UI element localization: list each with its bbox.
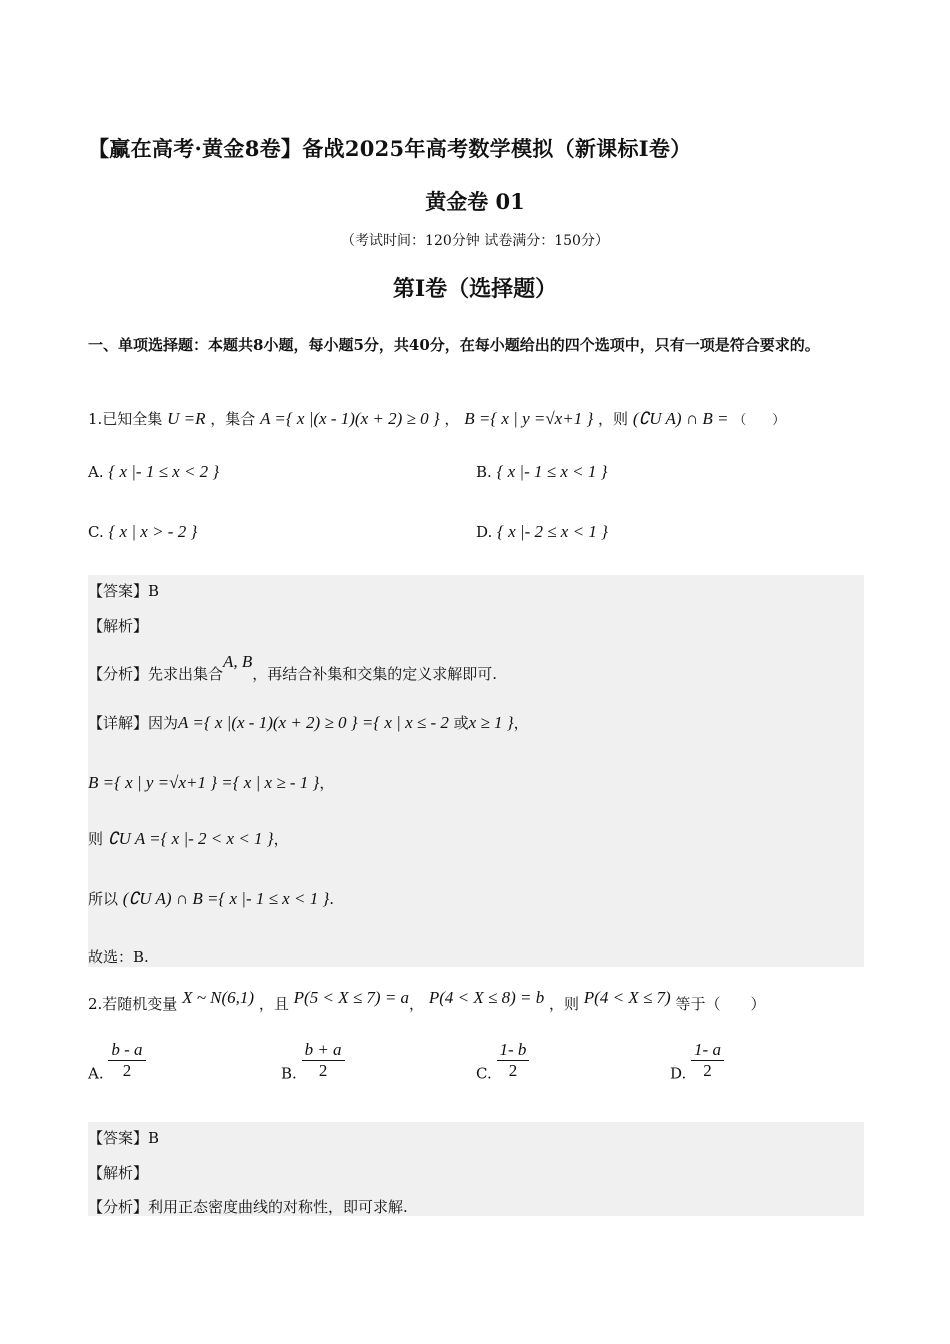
option-fraction xyxy=(497,1040,530,1081)
analysis-text-a: 【分析】先求出集合 xyxy=(88,665,224,683)
q2-answer: 【答案】B xyxy=(88,1129,160,1147)
section-instructions: 一、单项选择题：本题共8小题，每小题5分，共40分，在每小题给出的四个选项中，只有一项是符合要求的。 xyxy=(88,336,820,354)
option-label: A. xyxy=(88,1064,104,1083)
q1-text-part1: ，集合 xyxy=(210,410,256,428)
option-label: D. xyxy=(670,1064,687,1083)
q1-set-b: B ={ x | y =√x+1 } xyxy=(464,409,594,428)
denominator: 2 xyxy=(122,1061,132,1080)
option-text: { x |- 2 ≤ x < 1 } xyxy=(497,522,608,541)
q2-option-c xyxy=(476,1040,529,1083)
numerator: b - a xyxy=(108,1040,145,1061)
q1-option-b xyxy=(476,462,607,482)
q1-set-a: A ={ x |(x - 1)(x + 2) ≥ 0 } xyxy=(260,409,440,428)
denominator: 2 xyxy=(508,1061,518,1080)
q2-prob-target: P(4 < X ≤ 7) xyxy=(583,988,671,1007)
option-label: C. xyxy=(476,1064,492,1083)
option-text: { x | x > - 2 } xyxy=(108,522,198,541)
q2-option-d xyxy=(670,1040,724,1083)
q2-option-b xyxy=(281,1040,345,1083)
paper-subtitle: 黄金卷 01 xyxy=(425,189,525,214)
numerator: b + a xyxy=(302,1040,345,1061)
q2-analysis-title: 【解析】 xyxy=(88,1164,149,1182)
option-text: { x |- 1 ≤ x < 2 } xyxy=(108,462,220,481)
option-fraction xyxy=(691,1040,724,1081)
detail-punct: ， xyxy=(273,830,289,848)
q2-analysis: 【分析】利用正态密度曲线的对称性，即可求解. xyxy=(88,1198,408,1216)
q2-stem-text: 2.若随机变量 xyxy=(88,995,178,1013)
q1-option-d xyxy=(476,522,608,542)
detail-so: 所以 xyxy=(88,890,119,908)
detail-then: 则 xyxy=(88,830,104,848)
numerator: 1- b xyxy=(497,1040,530,1061)
q1-stem-text: 1.已知全集 xyxy=(88,410,163,428)
q1-expression: (∁U A) ∩ B = xyxy=(632,409,729,428)
q1-analysis xyxy=(88,652,497,684)
q1-analysis-title: 【解析】 xyxy=(88,617,149,635)
q1-choose: 故选：B. xyxy=(88,948,149,966)
detail-eq-a2: x ≥ 1 } xyxy=(468,713,514,732)
q2-comma: ， xyxy=(409,995,425,1013)
option-fraction xyxy=(108,1040,145,1081)
question-2-stem xyxy=(88,988,766,1014)
option-label: C. xyxy=(88,523,104,541)
q1-option-c xyxy=(88,522,197,542)
option-text: { x |- 1 ≤ x < 1 } xyxy=(496,462,608,481)
q2-equals-blank: 等于（ ） xyxy=(675,995,766,1013)
q1-text-part3: ，则 xyxy=(598,410,629,428)
q1-detail-line3 xyxy=(88,828,289,849)
option-label: A. xyxy=(88,463,104,481)
q2-and: ，且 xyxy=(258,995,289,1013)
denominator: 2 xyxy=(318,1061,328,1080)
q2-prob-b: P(4 < X ≤ 8) = b xyxy=(428,988,545,1007)
option-fraction xyxy=(302,1040,345,1081)
q1-answer-blank: （ ） xyxy=(733,413,786,428)
detail-text: 【详解】因为 xyxy=(88,714,179,732)
analysis-text-b: ，再结合补集和交集的定义求解即可. xyxy=(252,665,498,683)
q1-detail-line2 xyxy=(88,772,334,793)
numerator: 1- a xyxy=(691,1040,724,1061)
q2-then: ，则 xyxy=(549,995,580,1013)
option-label: D. xyxy=(476,523,493,541)
detail-eq-b: B ={ x | y =√x+1 } ={ x | x ≥ - 1 } xyxy=(88,773,320,792)
detail-punct: ， xyxy=(513,714,529,732)
analysis-sets: A, B xyxy=(223,652,253,671)
q1-universal-set: U =R xyxy=(167,409,206,428)
option-label: B. xyxy=(281,1064,297,1083)
detail-eq-a: A ={ x |(x - 1)(x + 2) ≥ 0 } ={ x | x ≤ - 2 xyxy=(178,713,449,732)
exam-time-info: （考试时间：120分钟 试卷满分：150分） xyxy=(341,233,609,249)
denominator: 2 xyxy=(703,1061,712,1080)
detail-eq-complement: ∁U A ={ x |- 2 < x < 1 } xyxy=(107,829,274,848)
q2-distribution: X ~ N(6,1) xyxy=(182,988,255,1007)
detail-punct: . xyxy=(329,890,335,908)
q1-detail-line1 xyxy=(88,712,529,733)
q1-option-a xyxy=(88,462,219,482)
q2-prob-a: P(5 < X ≤ 7) = a xyxy=(293,988,410,1007)
paper-title: 【赢在高考·黄金8卷】备战2025年高考数学模拟（新课标I卷） xyxy=(88,136,692,161)
detail-eq-result: (∁U A) ∩ B ={ x |- 1 ≤ x < 1 } xyxy=(122,889,330,908)
q2-option-a xyxy=(88,1040,146,1083)
question-1-stem xyxy=(88,408,785,429)
option-label: B. xyxy=(476,463,492,481)
detail-punct: ， xyxy=(319,774,335,792)
q1-detail-line4 xyxy=(88,888,334,909)
q1-answer: 【答案】B xyxy=(88,582,160,600)
section-title: 第I卷（选择题） xyxy=(392,276,558,302)
q1-text-part2: ， xyxy=(444,410,460,428)
detail-or: 或 xyxy=(453,714,469,732)
